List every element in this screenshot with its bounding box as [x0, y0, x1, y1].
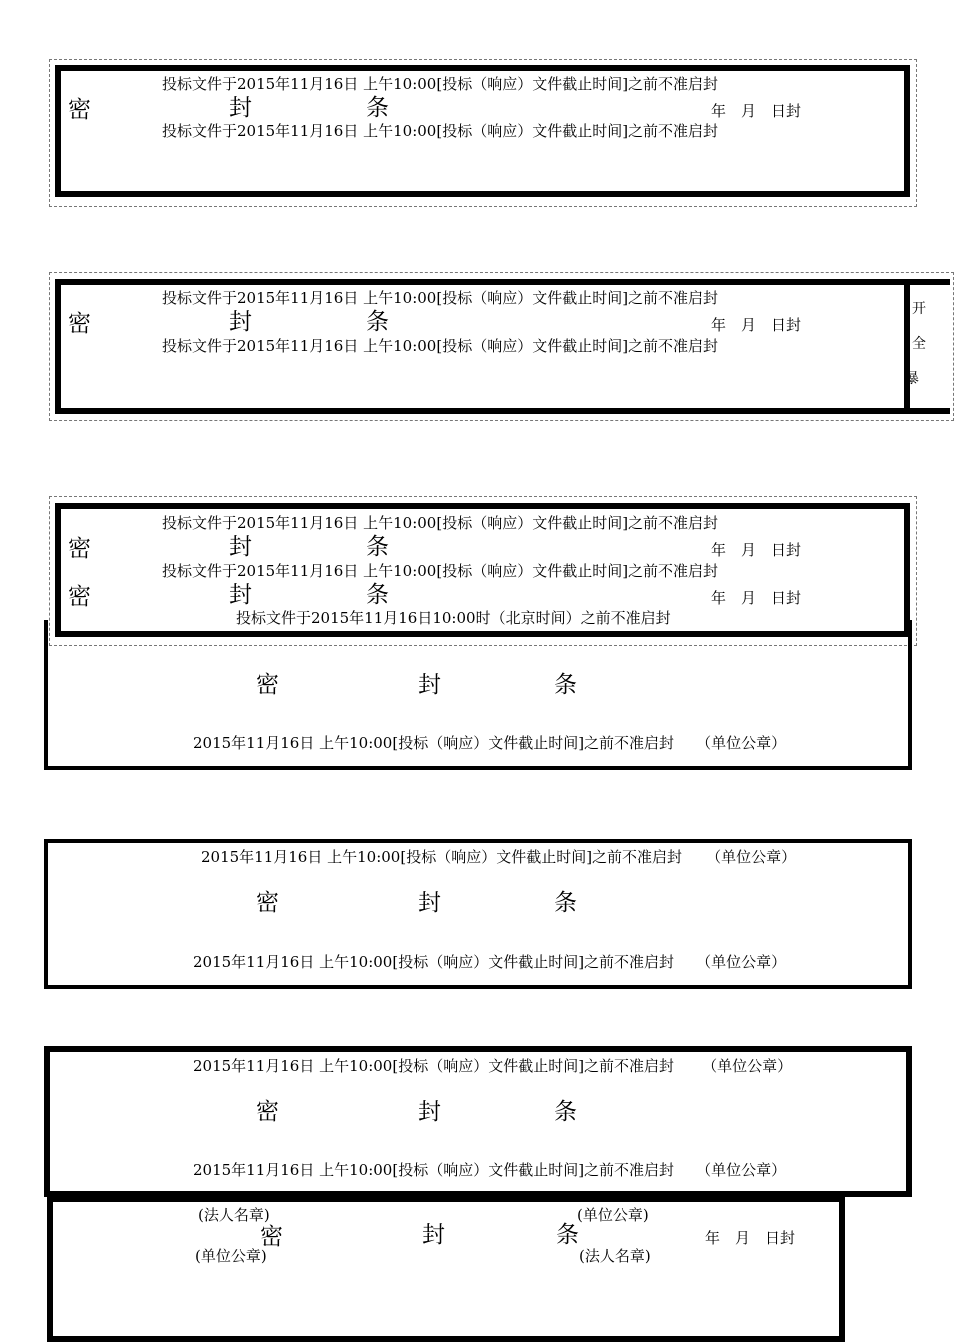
strip-7-seal-legal-right: (法人名章): [579, 1247, 651, 1265]
strip-6-notice-bottom-text: 2015年11月16日 上午10:00[投标（响应）文件截止时间]之前不准启封: [193, 1161, 675, 1179]
strip-2-word-mi: 密: [68, 311, 91, 337]
strip-2-notice-top: 投标文件于2015年11月16日 上午10:00[投标（响应）文件截止时间]之前不准启封: [162, 289, 719, 307]
strip-6-word-feng: 封: [418, 1099, 441, 1125]
strip-5-word-feng: 封: [418, 890, 441, 916]
strip-2-edge-bar: [904, 279, 950, 285]
strip-1-word-feng: 封: [229, 95, 252, 121]
strip-5-notice-bottom: [193, 953, 786, 971]
strip-4-word-tiao: 条: [554, 672, 577, 698]
strip-1-notice-bottom: 投标文件于2015年11月16日 上午10:00[投标（响应）文件截止时间]之前不准启封: [162, 122, 719, 140]
strip-1-word-tiao: 条: [366, 95, 389, 121]
strip-2-edge-bar-bottom: [904, 408, 950, 414]
strip-2-edge-char-1: 开: [912, 301, 926, 317]
strip-7-word-mi: 密: [260, 1224, 283, 1250]
strip-5-seal-unit-bottom: （单位公章）: [696, 953, 787, 971]
strip-5-word-mi: 密: [256, 890, 279, 916]
strip-3-word-tiao-1: 条: [366, 534, 389, 560]
strip-4-word-feng: 封: [418, 672, 441, 698]
strip-1-notice-top: 投标文件于2015年11月16日 上午10:00[投标（响应）文件截止时间]之前不准启封: [162, 75, 719, 93]
strip-2-word-feng: 封: [229, 309, 252, 335]
strip-7-frame: [47, 1196, 845, 1342]
strip-3-word-mi-2: 密: [68, 584, 91, 610]
strip-5-word-tiao: 条: [554, 890, 577, 916]
strip-2-edge-char-2: 全: [912, 336, 926, 352]
strip-4-seal-unit: （单位公章）: [696, 734, 787, 752]
strip-3-date-2: 年 月 日封: [711, 589, 802, 607]
strip-4-notice: [193, 734, 786, 752]
strip-6-seal-unit-bottom: （单位公章）: [696, 1161, 787, 1179]
strip-6-notice-top: [193, 1057, 792, 1075]
strip-2-notice-bottom: 投标文件于2015年11月16日 上午10:00[投标（响应）文件截止时间]之前不准启封: [162, 337, 719, 355]
strip-5-notice-top-text: 2015年11月16日 上午10:00[投标（响应）文件截止时间]之前不准启封: [201, 848, 683, 866]
strip-1-date: 年 月 日封: [711, 102, 802, 120]
strip-3-date-1: 年 月 日封: [711, 541, 802, 559]
strip-7-seal-legal-left: (法人名章): [198, 1206, 270, 1224]
strip-4-notice-text: 2015年11月16日 上午10:00[投标（响应）文件截止时间]之前不准启封: [193, 734, 675, 752]
strip-7-date: 年 月 日封: [705, 1229, 796, 1247]
strip-6-notice-bottom: [193, 1161, 786, 1179]
strip-5-notice-bottom-text: 2015年11月16日 上午10:00[投标（响应）文件截止时间]之前不准启封: [193, 953, 675, 971]
strip-3-notice-2: 投标文件于2015年11月16日 上午10:00[投标（响应）文件截止时间]之前不准启封: [162, 562, 719, 580]
strip-3-notice-1: 投标文件于2015年11月16日 上午10:00[投标（响应）文件截止时间]之前不准启封: [162, 514, 719, 532]
strip-3-notice-beijing: 投标文件于2015年11月16日10:00时（北京时间）之前不准启封: [236, 609, 671, 627]
strip-4-left-edge: [44, 620, 48, 650]
strip-7-seal-unit-right: (单位公章): [577, 1206, 649, 1224]
strip-6-seal-unit-top: （单位公章）: [702, 1057, 793, 1075]
strip-4-word-mi: 密: [256, 672, 279, 698]
strip-6-notice-top-text: 2015年11月16日 上午10:00[投标（响应）文件截止时间]之前不准启封: [193, 1057, 675, 1075]
strip-2-date: 年 月 日封: [711, 316, 802, 334]
strip-2-word-tiao: 条: [366, 309, 389, 335]
strip-5-seal-unit-top: （单位公章）: [706, 848, 797, 866]
strip-2-edge-char-3: 暴: [905, 371, 919, 387]
strip-7-seal-unit-left: (单位公章): [195, 1247, 267, 1265]
strip-6-word-mi: 密: [256, 1099, 279, 1125]
strip-7-word-tiao: 条: [556, 1222, 579, 1248]
strip-3-word-mi-1: 密: [68, 536, 91, 562]
strip-1-word-mi: 密: [68, 97, 91, 123]
strip-3-word-feng-1: 封: [229, 534, 252, 560]
strip-3-word-tiao-2: 条: [366, 582, 389, 608]
strip-7-word-feng: 封: [422, 1222, 445, 1248]
strip-6-word-tiao: 条: [554, 1099, 577, 1125]
strip-5-notice-top: [201, 848, 796, 866]
strip-3-word-feng-2: 封: [229, 582, 252, 608]
